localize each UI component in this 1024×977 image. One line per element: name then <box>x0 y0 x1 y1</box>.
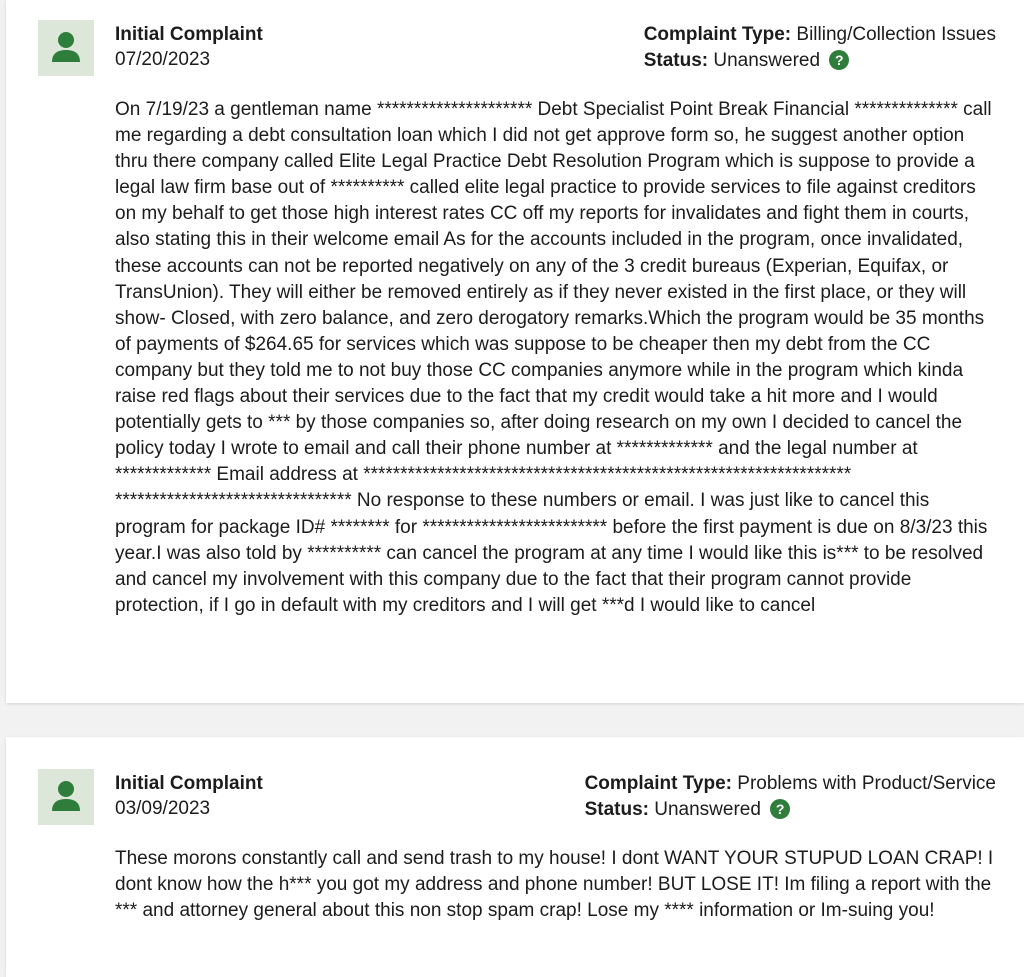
status-value: Unanswered <box>654 799 761 820</box>
status-label: Status: <box>643 50 709 71</box>
complaint-card <box>6 0 1024 703</box>
complaint-details <box>585 771 996 823</box>
help-icon[interactable]: ? <box>829 50 849 70</box>
user-icon <box>38 769 94 825</box>
complaint-status <box>644 48 996 74</box>
user-icon <box>38 20 94 76</box>
complaint-date: 07/20/2023 <box>115 49 211 70</box>
complaint-meta <box>115 771 263 821</box>
complaint-text: On 7/19/23 a gentleman name ********************* Debt Specialist Point Break Financial ************** call me regarding a debt consultation loan which I did not get approve form so, he suggest another option thru there company called Elite Legal Practice Debt Resolution Program which is suppose to provide a legal law firm base out of ********** called elite legal practice to provide services to file against creditors on my behalf to get those high interest rates CC off my reports for invalidates and fight them in courts, also stating this in their welcome email As for the accounts included in the program, once invalidated, these accounts can not be reported negatively on any of the 3 credit bureaus (Experian, Equifax, or TransUnion). They will either be removed entirely as if they never existed in the first place, or they will show- Closed, with zero balance, and zero derogatory remarks.Which the program would be 35 months of payments of $264.65 for services which was suppose to be cheaper then my debt from the CC company but they told me to not buy those CC companies anymore while in the program which kinda raise red flags about their services due to the fact that my credit would take a hit more and I would potentially gets to *** by those companies so, after doing research on my own I decided to cancel the policy today I wrote to email and call their phone number at ************* and the legal number at ************* Email address at ****************************************************************** ******************************** No response to these numbers or email. I was just like to cancel this program for package ID# ******** for ************************* before the first payment is due on 8/3/23 this year.I was also told by ********** can cancel the program at any time I would like this is*** to be resolved and cancel my involvement with this company due to the fact that their program cannot provide protection, if I go in default with my creditors and I will get ***d I would like to cancel <box>115 99 992 616</box>
complaint-meta <box>115 22 263 72</box>
help-icon[interactable]: ? <box>770 799 790 819</box>
complaint-details <box>644 22 996 74</box>
complaint-type-label: Complaint Type: <box>643 24 792 45</box>
complaint-text: These morons constantly call and send trash to my house! I dont WANT YOUR STUPUD LOAN CRAP! I dont know how the h*** you got my address and phone number! BUT LOSE IT! Im filing a report with the *** and attorney general about this non stop spam crap! Lose my **** information or Im-suing you! <box>115 848 994 922</box>
complaint-type-value: Problems with Product/Service <box>737 773 996 794</box>
complaint-date: 03/09/2023 <box>115 798 211 819</box>
complaint-type <box>585 771 996 797</box>
status-value: Unanswered <box>713 50 821 71</box>
complaint-title: Initial Complaint <box>115 773 263 794</box>
user-avatar <box>38 769 94 825</box>
complaint-status <box>585 797 996 823</box>
complaint-card <box>6 737 1024 977</box>
complaint-title: Initial Complaint <box>115 24 263 45</box>
complaint-type <box>644 22 996 48</box>
complaint-type-label: Complaint Type: <box>584 773 732 794</box>
status-label: Status: <box>584 799 649 820</box>
complaint-type-value: Billing/Collection Issues <box>796 24 996 45</box>
user-avatar <box>38 20 94 76</box>
